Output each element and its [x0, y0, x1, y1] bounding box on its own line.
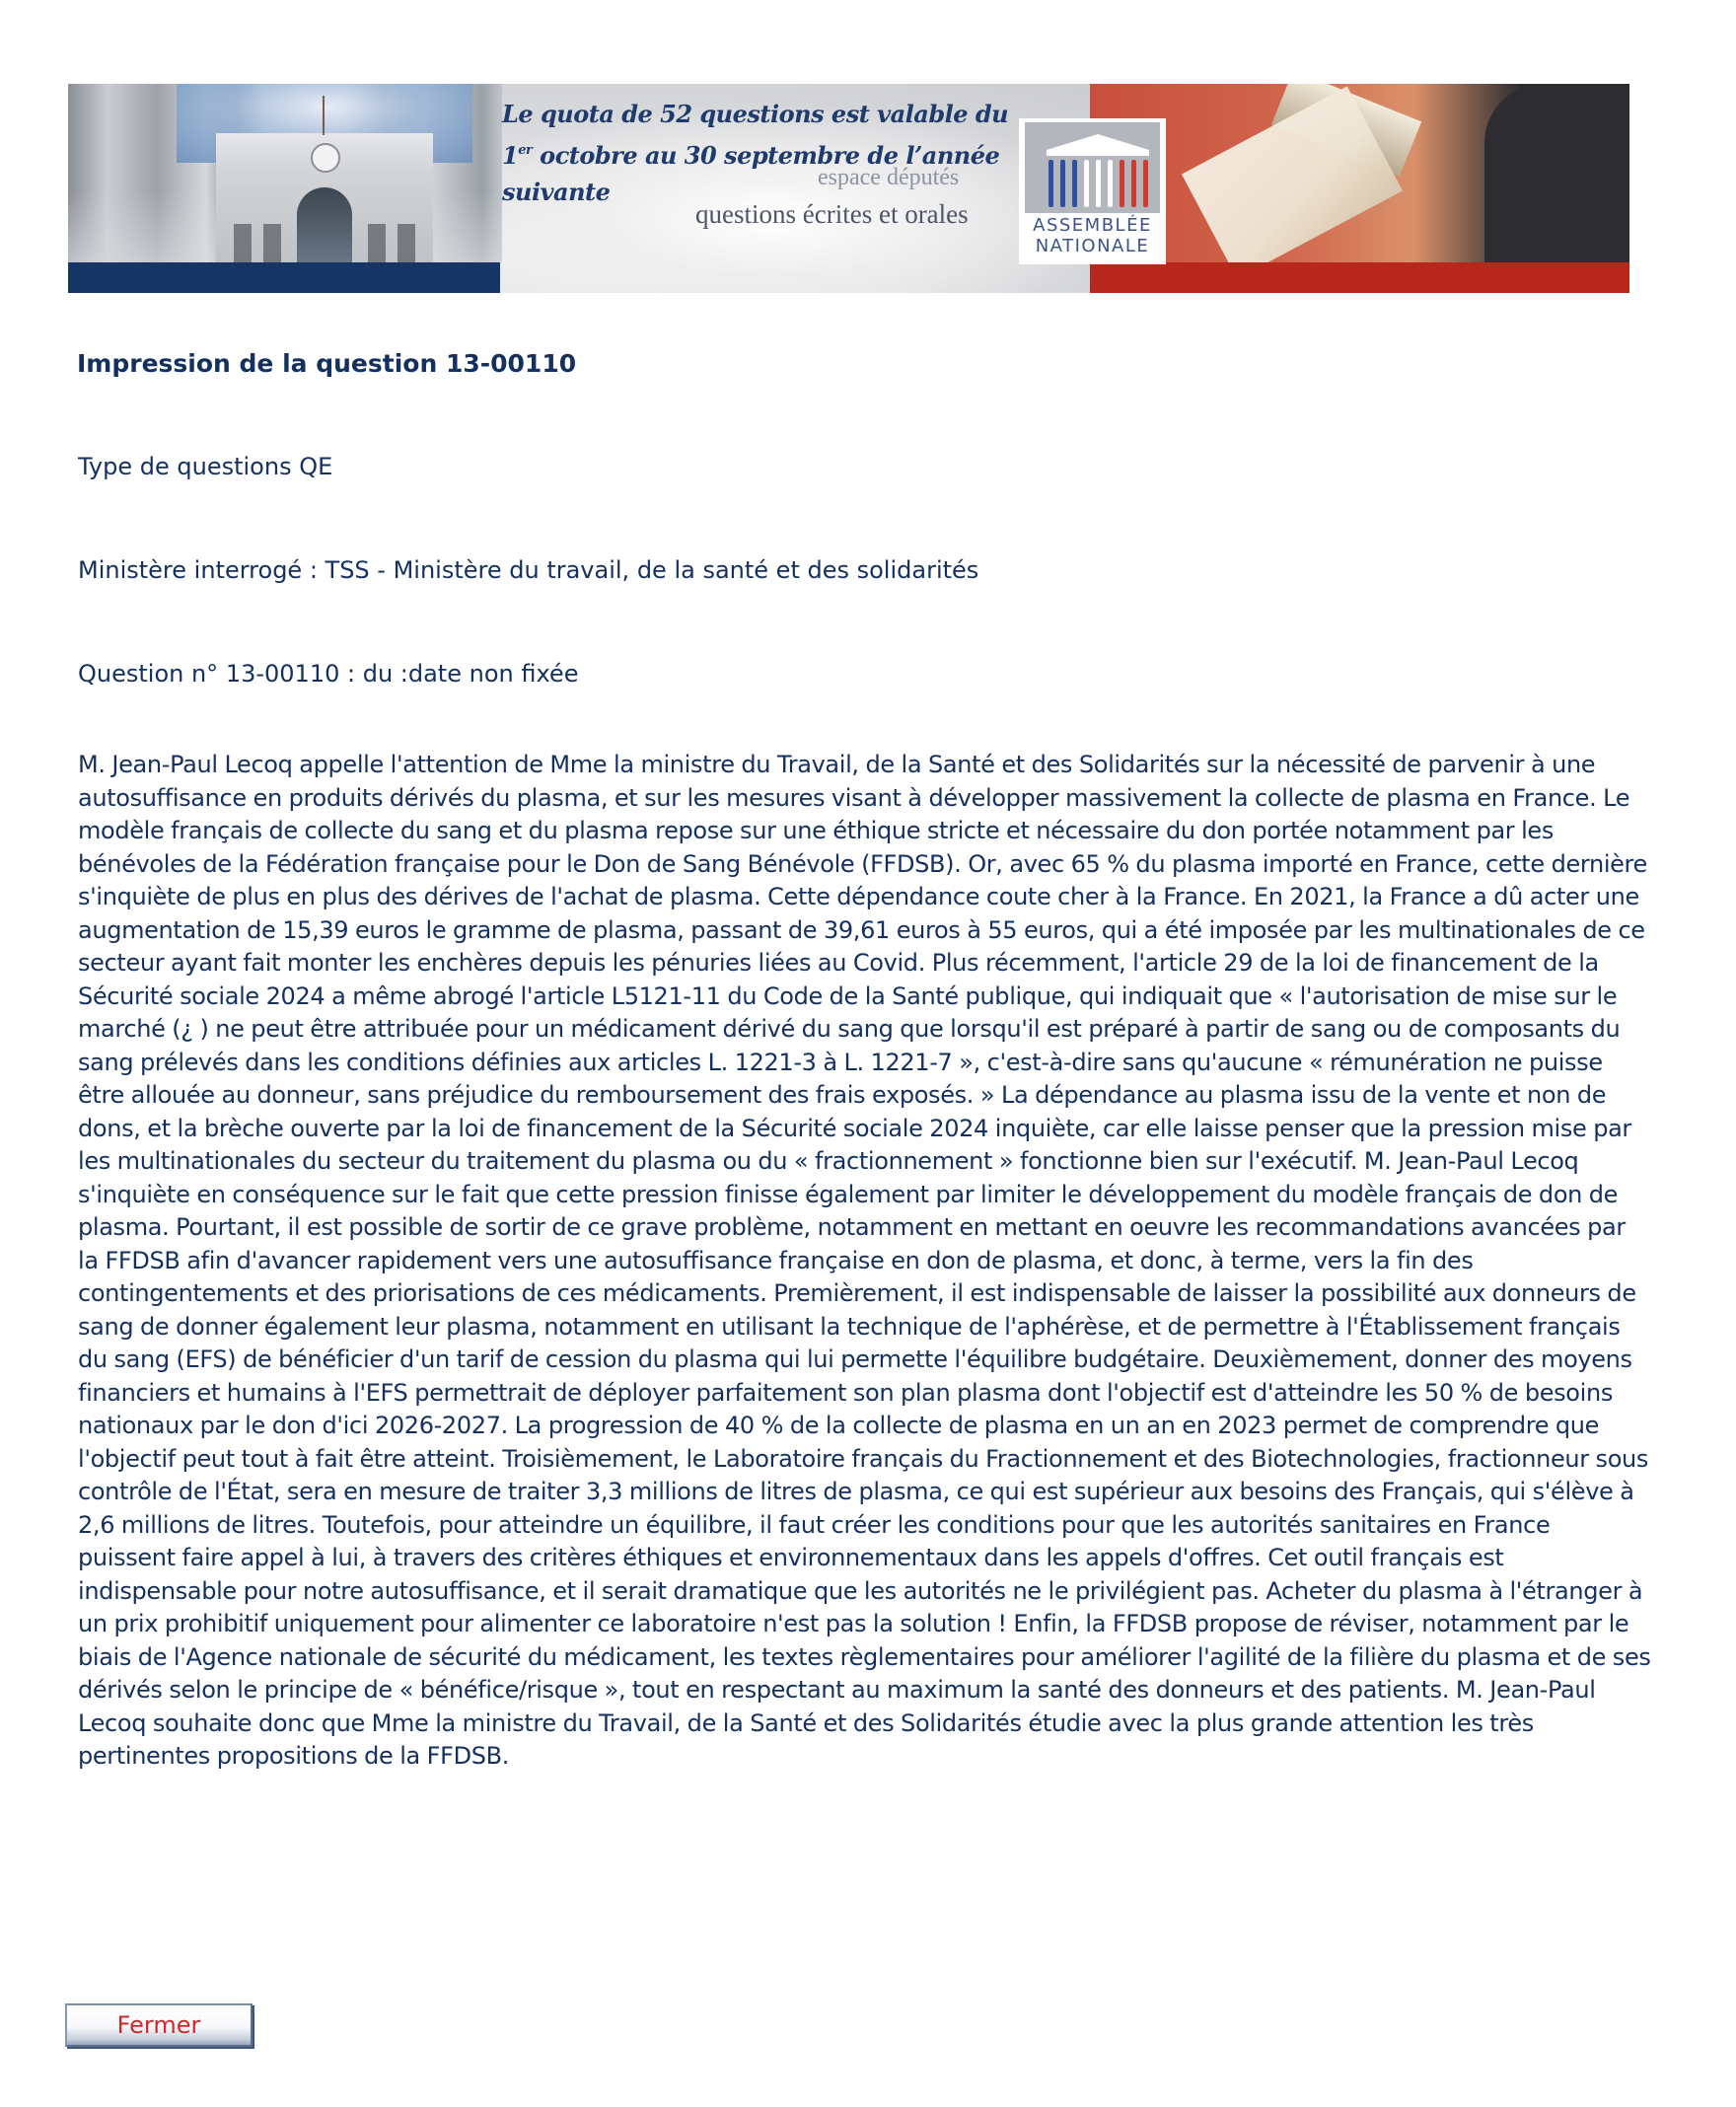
banner-blue-strip — [68, 262, 500, 293]
logo-column-red — [1131, 160, 1136, 207]
logo-wordmark-line-1: ASSEMBLÉE — [1033, 215, 1152, 236]
logo-column-blue — [1072, 160, 1077, 207]
logo-wordmark — [1019, 215, 1166, 256]
logo-column-blue — [1060, 160, 1065, 207]
logo-column-red — [1120, 160, 1124, 207]
quota-day: 1 — [502, 141, 519, 170]
logo-column-red — [1143, 160, 1148, 207]
quota-period: octobre au 30 septembre de l’année — [532, 141, 1000, 170]
logo-column-blue — [1049, 160, 1053, 207]
logo-column-white — [1096, 160, 1101, 207]
question-body-text: M. Jean-Paul Lecoq appelle l'attention de Mme la ministre du Travail, de la Santé et des Solidarités sur la nécessité de parvenir à une autosuffisance en produits dérivés du plasma, et sur les mesures visant à développer massivement la collecte de plasma en France. Le modèle français de collecte du sang et du plasma repose sur une éthique stricte et nécessaire du don portée notamment par les bénévoles de la Fédération française pour le Don de Sang Bénévole (FFDSB). Or, avec 65 % du plasma importé en France, cette dernière s'inquiète de plus en plus des dérives de l'achat de plasma. Cette dépendance coute cher à la France. En 2021, la France a dû acter une augmentation de 15,39 euros le gramme de plasma, passant de 39,61 euros à 55 euros, qui a été imposée par les multinationales de ce secteur ayant fait monter les enchères depuis les pénuries liées au Covid. Plus récemment, l'article 29 de la loi de financement de la Sécurité sociale 2024 a même abrogé l'article L5121-11 du Code de la Santé publique, qui indiquait que « l'autorisation de mise sur le marché (¿ ) ne peut être attribuée pour un médicament dérivé du sang que lorsqu'il est préparé à partir de sang ou de composants du sang prélevés dans les conditions définies aux articles L. 1221-3 à L. 1221-7 », c'est-à-dire sans qu'aucune « rémunération ne puisse être allouée au donneur, sans préjudice du remboursement des frais exposés. » La dépendance au plasma issu de la vente et non de dons, et la brèche ouverte par la loi de financement de la Sécurité sociale 2024 inquiète, car elle laisse penser que la pression mise par les multinationales du secteur du traitement du plasma ou du « fractionnement » fonctionne bien sur l'exécutif. M. Jean-Paul Lecoq s'inquiète en conséquence sur le fait que cette pression finisse également par limiter le développement du modèle français de don de plasma. Pourtant, il est possible de sortir de ce grave problème, notamment en mettant en oeuvre les recommandations avancées par la FFDSB afin d'avancer rapidement vers une autosuffisance française en don de plasma, et donc, à terme, vers la fin des contingentements et des priorisations de ces médicaments. Premièrement, il est indispensable de laisser la possibilité aux donneurs de sang de donner également leur plasma, notamment en utilisant la technique de l'aphérèse, et de permettre à l'Établissement français du sang (EFS) de bénéficier d'un tarif de cession du plasma qui lui permette l'équilibre budgétaire. Deuxièmement, donner des moyens financiers et humains à l'EFS permettrait de déployer parfaitement son plan plasma dont l'objectif est d'atteindre les 50 % de besoins nationaux par le don d'ici 2026-2027. La progression de 40 % de la collecte de plasma en un an en 2023 permet de comprendre que l'objectif peut tout à fait être atteint. Troisièmement, le Laboratoire français du Fractionnement et des Biotechnologies, fractionneur sous contrôle de l'État, sera en mesure de traiter 3,3 millions de litres de plasma, ce qui est supérieur aux besoins des Français, qui s'élève à 2,6 millions de litres. Toutefois, pour atteindre un équilibre, il faut créer les conditions pour que les autorités sanitaires en France puissent faire appel à lui, à travers des critères éthiques et environnementaux dans les appels d'offres. Cet outil français est indispensable pour notre autosuffisance, et il serait dramatique que les autorités ne le privilégient pas. Acheter du plasma à l'étranger à un prix prohibitif uniquement pour alimenter ce laboratoire n'est pas la solution ! Enfin, la FFDSB propose de réviser, notamment par le biais de l'Agence nationale de sécurité du médicament, les textes règlementaires pour améliorer l'agilité de la filière du plasma et de ses dérivés selon le principe de « bénéfice/risque », tout en respectant au maximum la santé des donneurs et des patients. M. Jean-Paul Lecoq souhaite donc que Mme la ministre du Travail, de la Santé et des Solidarités étudie avec la plus grande attention les très pertinentes propositions de la FFDSB. — [78, 751, 1651, 1770]
quota-day-suffix: er — [518, 143, 533, 158]
assemblee-nationale-logo — [1019, 118, 1166, 264]
banner-red-strip — [1090, 262, 1629, 293]
quota-notice — [502, 96, 1054, 210]
question-type: Type de questions QE — [78, 453, 333, 480]
question-number-date: Question n° 13-00110 : du :date non fixée — [78, 660, 579, 688]
banner-arch — [297, 187, 352, 262]
logo-column-white — [1084, 160, 1089, 207]
banner-clock — [311, 143, 340, 173]
quota-line-1: Le quota de 52 questions est valable du — [502, 100, 1009, 128]
ministry-queried: Ministère interrogé : TSS - Ministère du travail, de la santé et des solidarités — [78, 556, 979, 584]
logo-wordmark-line-2: NATIONALE — [1035, 236, 1150, 256]
logo-entablature — [1047, 150, 1149, 156]
banner-espace-deputes: espace députés — [818, 165, 960, 190]
quota-line-2 — [502, 132, 1054, 174]
banner-questions-ecrites: questions écrites et orales — [695, 199, 969, 229]
quota-line-3: suivante — [502, 178, 611, 206]
close-button[interactable]: Fermer — [65, 2003, 253, 2047]
logo-roof-icon — [1047, 134, 1149, 150]
banner-flagpole — [323, 96, 325, 135]
header-banner — [68, 84, 1629, 293]
banner-person-silhouette — [1484, 84, 1629, 262]
logo-column-white — [1108, 160, 1113, 207]
page-title: Impression de la question 13-00110 — [77, 349, 577, 378]
logo-background — [1025, 122, 1160, 213]
